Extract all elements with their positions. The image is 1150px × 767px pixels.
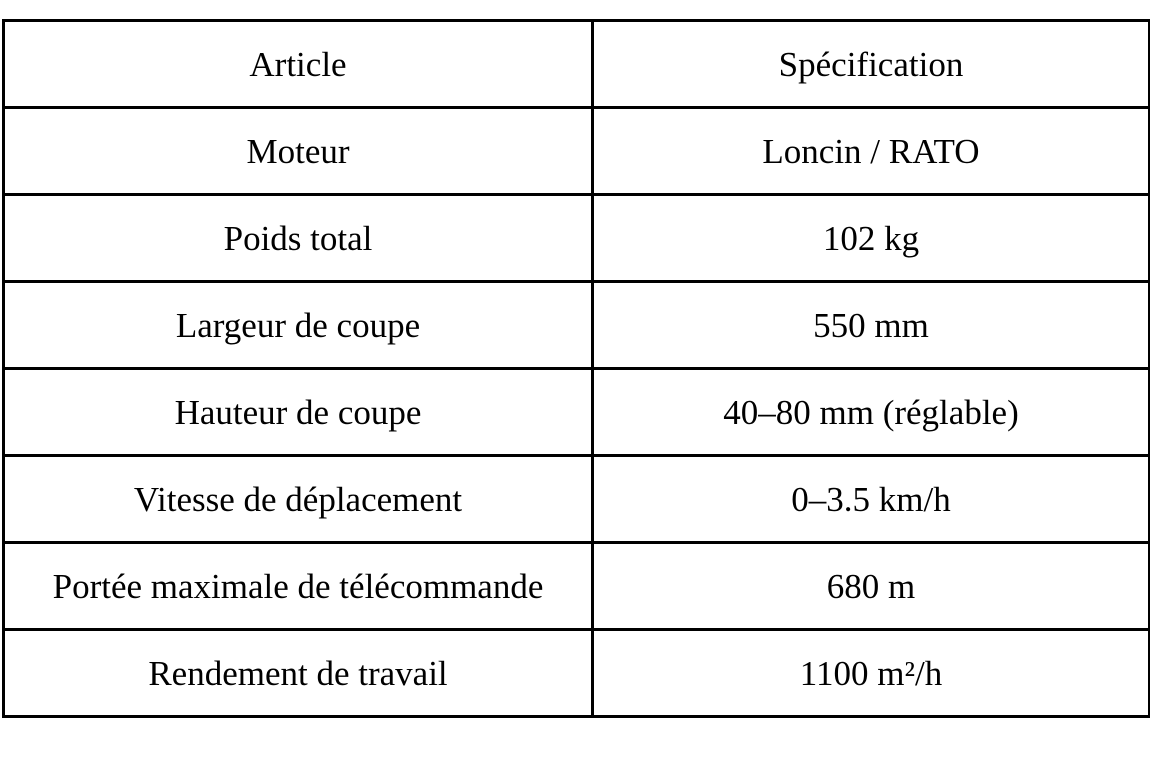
table-row (4, 543, 1150, 630)
row-label: Rendement de travail (4, 630, 593, 717)
specification-table (2, 19, 1150, 718)
table-row (4, 369, 1150, 456)
row-value: 1100 m²/h (593, 630, 1150, 717)
table-header-row (4, 21, 1150, 108)
table-row (4, 195, 1150, 282)
row-label: Hauteur de coupe (4, 369, 593, 456)
row-value: 680 m (593, 543, 1150, 630)
table-row (4, 108, 1150, 195)
row-label: Largeur de coupe (4, 282, 593, 369)
row-label: Moteur (4, 108, 593, 195)
row-label: Poids total (4, 195, 593, 282)
row-value: 0–3.5 km/h (593, 456, 1150, 543)
row-value: 550 mm (593, 282, 1150, 369)
table-row (4, 282, 1150, 369)
column-header-specification: Spécification (593, 21, 1150, 108)
table-row (4, 630, 1150, 717)
column-header-item: Article (4, 21, 593, 108)
row-label: Vitesse de déplacement (4, 456, 593, 543)
row-value: 102 kg (593, 195, 1150, 282)
table-row (4, 456, 1150, 543)
row-label: Portée maximale de télécommande (4, 543, 593, 630)
row-value: 40–80 mm (réglable) (593, 369, 1150, 456)
row-value: Loncin / RATO (593, 108, 1150, 195)
